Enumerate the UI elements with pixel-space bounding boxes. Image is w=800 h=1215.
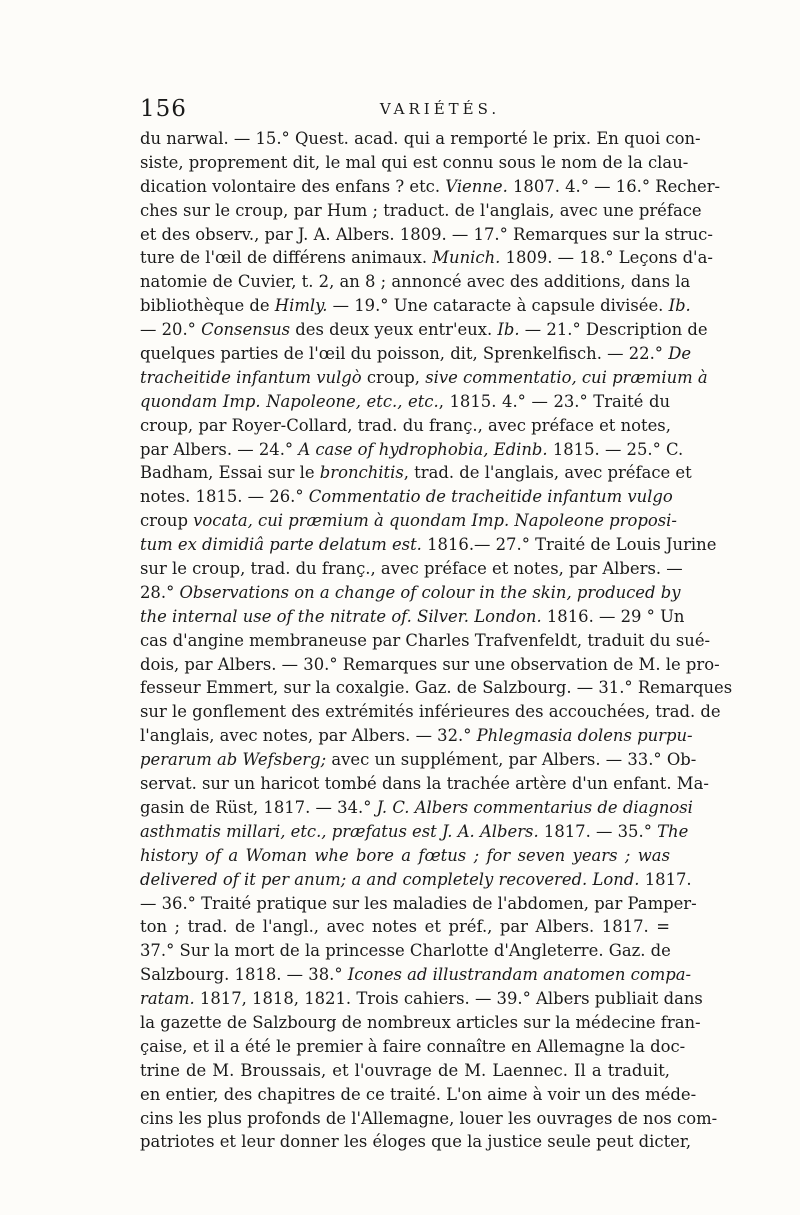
text-line: asthmatis millari, etc., præfatus est J. A. Albers. 1817. — 35.° The (140, 821, 689, 841)
text-line: tum ex dimidiâ parte delatum est. 1816.— 27.° Traité de Louis Jurine (140, 535, 717, 555)
text-line: 37.° Sur la mort de la princesse Charlotte d'Angleterre. Gaz. de (140, 941, 671, 961)
text-line: servat. sur un haricot tombé dans la trachée artère d'un enfant. Ma- (140, 774, 709, 794)
text-line: gasin de Rüst, 1817. — 34.° J. C. Albers commentarius de diagnosi (140, 797, 693, 817)
text-line: — 36.° Traité pratique sur les maladies de l'abdomen, par Pamper- (140, 893, 697, 913)
text-line: et des observ., par J. A. Albers. 1809. — 17.° Remarques sur la struc- (140, 224, 713, 244)
text-line: dication volontaire des enfans ? etc. Vienne. 1807. 4.° — 16.° Recher- (140, 176, 721, 196)
text-line: croup vocata, cui præmium à quondam Imp. Napoleone proposi- (140, 511, 677, 531)
text-line: quelques parties de l'œil du poisson, dit, Sprenkelfisch. — 22.° De (140, 344, 692, 364)
text-line: par Albers. — 24.° A case of hydrophobia, Edinb. 1815. — 25.° C. (140, 439, 684, 459)
text-line: Salzbourg. 1818. — 38.° Icones ad illustrandam anatomen compa- (140, 965, 692, 985)
text-line: cas d'angine membraneuse par Charles Trafvenfeldt, traduit du sué- (140, 630, 711, 650)
text-line: la gazette de Salzbourg de nombreux articles sur la médecine fran- (140, 1012, 701, 1032)
page-header (140, 96, 670, 124)
text-line: notes. 1815. — 26.° Commentatio de tracheitide infantum vulgo (140, 487, 673, 507)
text-line: ches sur le croup, par Hum ; traduct. de l'anglais, avec une préface (140, 200, 702, 220)
text-line: croup, par Royer-Collard, trad. du franç., avec préface et notes, (140, 415, 671, 435)
text-line: fesseur Emmert, sur la coxalgie. Gaz. de Salzbourg. — 31.° Remarques (140, 678, 733, 698)
text-line: natomie de Cuvier, t. 2, an 8 ; annoncé avec des additions, dans la (140, 272, 691, 292)
text-line: — 20.° Consensus des deux yeux entr'eux. Ib. — 21.° Description de (140, 320, 708, 340)
text-line: siste, proprement dit, le mal qui est connu sous le nom de la clau- (140, 152, 689, 172)
text-line: dois, par Albers. — 30.° Remarques sur une observation de M. le pro- (140, 654, 720, 674)
text-line: çaise, et il a été le premier à faire connaître en Allemagne la doc- (140, 1036, 686, 1056)
text-line: l'anglais, avec notes, par Albers. — 32.° Phlegmasia dolens purpu- (140, 726, 693, 746)
text-line: bibliothèque de Himly. — 19.° Une cataracte à capsule divisée. Ib. (140, 296, 691, 316)
text-line: sur le croup, trad. du franç., avec préface et notes, par Albers. — (140, 559, 683, 579)
text-line: delivered of it per anum; a and completely recovered. Lond. 1817. (140, 869, 692, 889)
text-line: cins les plus profonds de l'Allemagne, louer les ouvrages de nos com- (140, 1108, 718, 1128)
text-line: history of a Woman whe bore a fœtus ; for seven years ; was (140, 845, 670, 865)
text-line: trine de M. Broussais, et l'ouvrage de M. Laennec. Il a traduit, (140, 1060, 670, 1080)
page-number: 156 (140, 96, 187, 122)
text-line: Badham, Essai sur le bronchitis, trad. de l'anglais, avec préface et (140, 463, 692, 483)
running-title: VARIÉTÉS. (379, 100, 501, 118)
text-line: 28.° Observations on a change of colour in the skin, produced by (140, 582, 681, 602)
text-line: ton ; trad. de l'angl., avec notes et préf., par Albers. 1817. = (140, 917, 670, 937)
text-line: du narwal. — 15.° Quest. acad. qui a remporté le prix. En quoi con- (140, 129, 701, 148)
body-text (140, 127, 733, 1154)
text-line: ture de l'œil de différens animaux. Munich. 1809. — 18.° Leçons d'a- (140, 248, 713, 268)
text-line: tracheitide infantum vulgò croup, sive commentatio, cui præmium à (140, 367, 708, 387)
text-line: the internal use of the nitrate of. Silver. London. 1816. — 29 ° Un (140, 606, 685, 626)
text-line: en entier, des chapitres de ce traité. L'on aime à voir un des méde- (140, 1084, 697, 1104)
text-line: quondam Imp. Napoleone, etc., etc., 1815. 4.° — 23.° Traité du (140, 391, 671, 411)
text-line: patriotes et leur donner les éloges que la justice seule peut dicter, (140, 1132, 692, 1152)
text-line: perarum ab Wefsberg; avec un supplément, par Albers. — 33.° Ob- (140, 750, 697, 770)
text-line: sur le gonflement des extrémités inférieures des accouchées, trad. de (140, 702, 721, 722)
text-line: ratam. 1817, 1818, 1821. Trois cahiers. — 39.° Albers publiait dans (140, 989, 703, 1009)
